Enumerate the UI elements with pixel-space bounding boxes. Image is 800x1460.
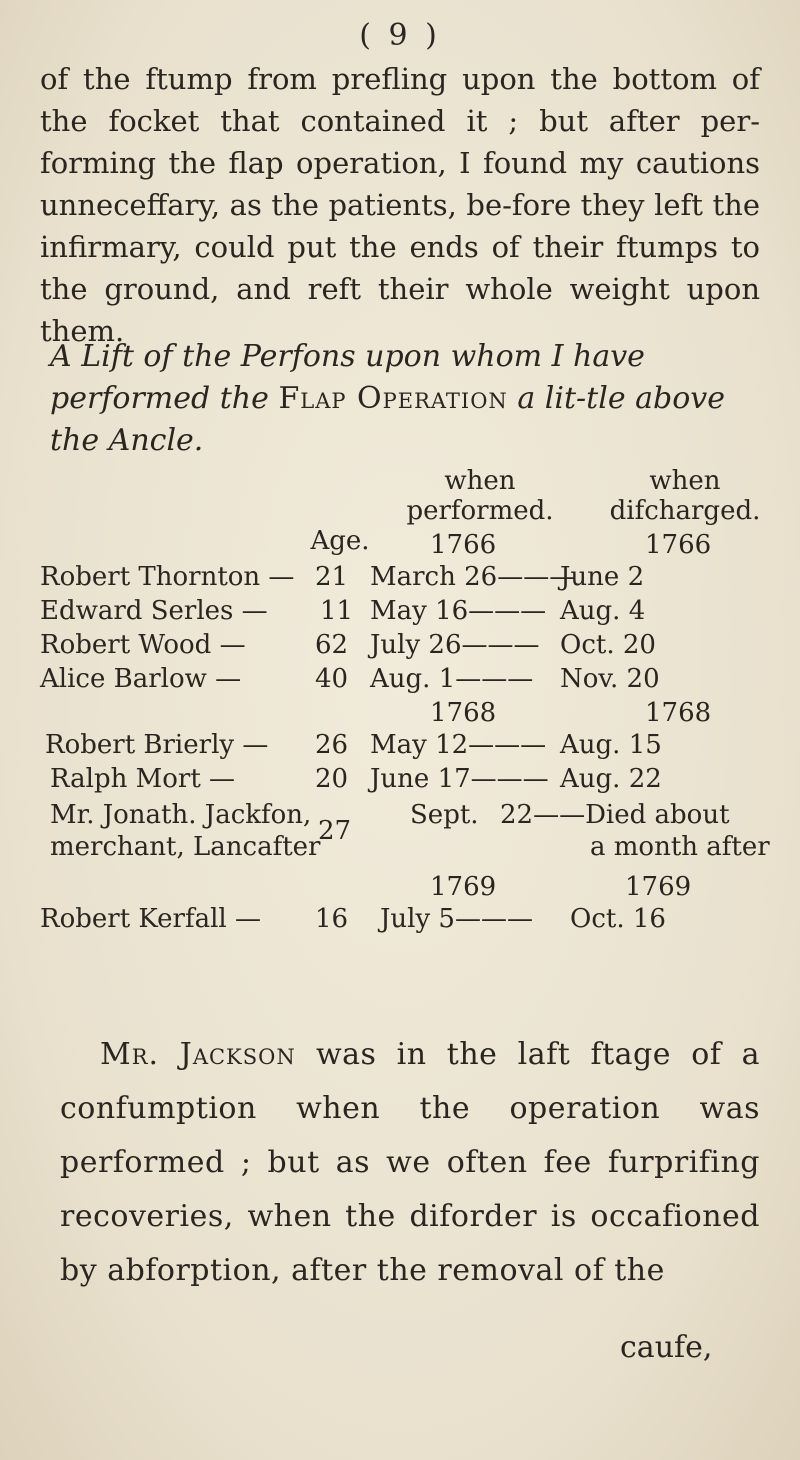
date-discharged: Aug. 4 xyxy=(560,596,646,626)
col-header-performed xyxy=(390,466,570,526)
date-discharged: Oct. 20 xyxy=(560,630,656,660)
table-heading xyxy=(50,336,760,462)
year-discharged-1766: 1766 xyxy=(645,530,712,560)
heading-part-2: a lit-tle above the Ancle. xyxy=(50,381,725,458)
table-row xyxy=(0,562,800,598)
patient-age: 11 xyxy=(320,596,354,626)
year-performed-1768: 1768 xyxy=(430,698,497,728)
patient-age: 40 xyxy=(315,664,349,694)
col-header-discharged-line2: difcharged. xyxy=(609,496,761,526)
patient-name-line1: Mr. Jonath. Jackfon, xyxy=(50,800,312,830)
date-performed: May 12——— xyxy=(370,730,547,760)
date-discharged-line1: 22——Died about xyxy=(500,800,730,830)
table-row xyxy=(0,664,800,700)
closing-paragraph-body: was in the laft ftage of a confumption when the operation was performed ; but as we often fee furprifing recoveries, when the diforder is occafioned by abforption, after the removal of the xyxy=(60,1037,760,1288)
date-discharged: Aug. 22 xyxy=(560,764,662,794)
col-header-age xyxy=(300,496,380,556)
closing-paragraph-lead: Mr. Jackson xyxy=(100,1037,296,1072)
patient-age: 20 xyxy=(315,764,349,794)
patient-age: 27 xyxy=(318,816,352,846)
patient-age: 21 xyxy=(315,562,349,592)
page-number: ( 9 ) xyxy=(359,18,441,53)
closing-paragraph xyxy=(60,1028,760,1298)
date-discharged: Aug. 15 xyxy=(560,730,662,760)
date-performed: Sept. xyxy=(410,800,479,830)
date-performed: May 16——— xyxy=(370,596,547,626)
opening-paragraph: of the ftump from prefling upon the bottom of the focket that contained it ; but after per-forming the flap operation, I found my cautions unneceffary, as the patients, be-fore they left the infirmary, could put the ends of their ftumps to the ground, and reft their whole weight upon them. xyxy=(40,62,760,348)
table-row xyxy=(0,730,800,766)
date-discharged: Nov. 20 xyxy=(560,664,660,694)
year-discharged-1769: 1769 xyxy=(625,872,692,902)
col-header-discharged xyxy=(585,466,785,526)
date-performed: July 5——— xyxy=(380,904,533,934)
date-discharged: June 2 xyxy=(560,562,645,592)
date-discharged: Oct. 16 xyxy=(570,904,666,934)
patient-name: Ralph Mort — xyxy=(50,764,236,794)
table-row xyxy=(0,764,800,800)
patient-name: Robert Kerfall — xyxy=(40,904,261,934)
year-performed-1766: 1766 xyxy=(430,530,497,560)
patient-name: Robert Brierly — xyxy=(45,730,269,760)
patient-age: 26 xyxy=(315,730,349,760)
table-row xyxy=(0,800,800,870)
patient-name: Alice Barlow — xyxy=(40,664,242,694)
col-header-performed-line2: performed. xyxy=(406,496,554,526)
patient-name-line2: merchant, Lancafter xyxy=(50,832,321,862)
patient-name: Robert Wood — xyxy=(40,630,246,660)
table-row xyxy=(0,904,800,940)
date-performed: June 17——— xyxy=(370,764,549,794)
catchword: caufe, xyxy=(620,1330,713,1365)
col-header-age-label: Age. xyxy=(310,526,370,556)
date-performed: July 26——— xyxy=(370,630,540,660)
table-row xyxy=(0,596,800,632)
col-header-discharged-line1: when xyxy=(649,466,721,496)
date-performed: Aug. 1——— xyxy=(370,664,534,694)
table-row xyxy=(0,630,800,666)
year-discharged-1768: 1768 xyxy=(645,698,712,728)
patient-name: Edward Serles — xyxy=(40,596,268,626)
col-header-performed-line1: when xyxy=(444,466,516,496)
date-performed: March 26——— xyxy=(370,562,576,592)
year-performed-1769: 1769 xyxy=(430,872,497,902)
patient-age: 16 xyxy=(315,904,349,934)
heading-operation-name: Flap Operation xyxy=(278,381,508,416)
patient-age: 62 xyxy=(315,630,349,660)
patient-name: Robert Thornton — xyxy=(40,562,295,592)
date-discharged-line2: a month after xyxy=(590,832,770,862)
heading-part-1: A Lift of the Perfons upon whom I have performed the xyxy=(50,339,645,416)
